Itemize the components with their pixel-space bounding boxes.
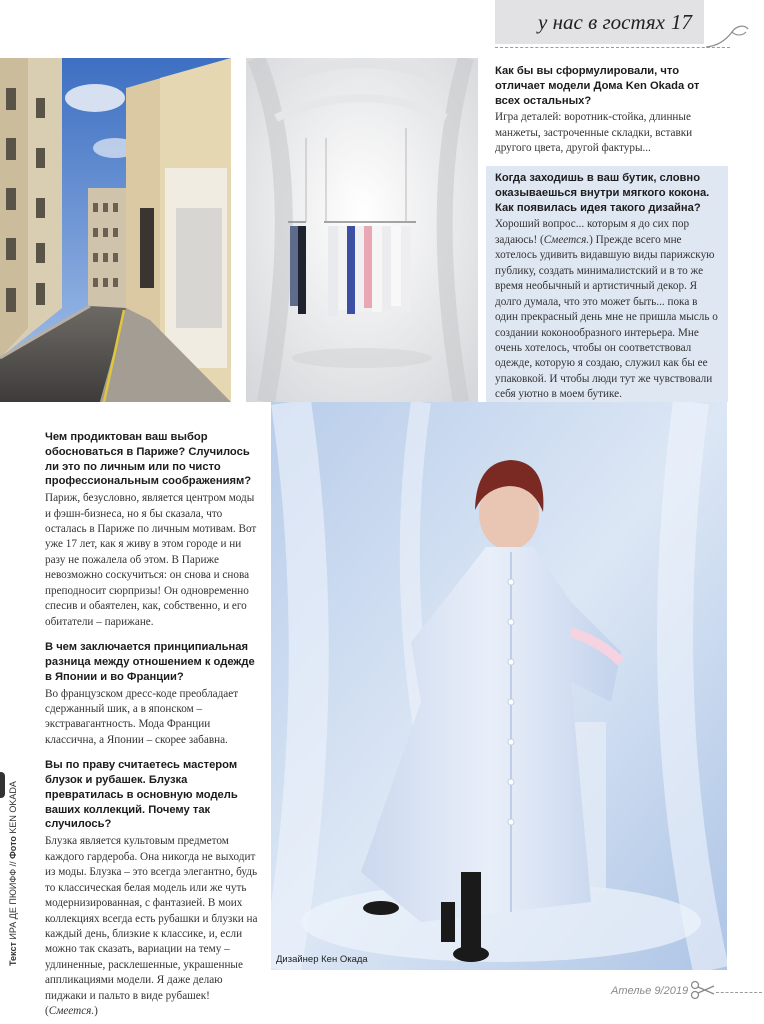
scissors-swirl-icon: [706, 20, 750, 52]
header-divider: [495, 47, 730, 48]
page-edge-marker: [0, 772, 5, 798]
footer-divider: [716, 992, 762, 993]
scissors-icon: [690, 979, 716, 1001]
article-credits: Текст ИРА ДЕ ПЮИФФ // Фото KEN OKADA: [8, 781, 18, 966]
answer-text: Блузка является культовым предметом каждого гардероба. Она никогда не выходит из моды. Блузка – это всегда элегантно, будь то классическая белая модель или же чуть модернизированная, с фантазией. В моих коллекциях всегда есть рубашки и блузки на каждый день, близкие к классике, и, если можно так сказать, вариации на тему – удлиненные, расклешенные, украшенные аппликациями модели. Я даже делаю пиджаки и пальто в виде рубашек! (Смеется.): [45, 835, 258, 1018]
left-column: [45, 430, 259, 1024]
question-text: Как бы вы сформулировали, что отличает модели Дома Ken Okada от всех остальных?: [495, 65, 700, 107]
page-number: 17: [671, 9, 692, 34]
answer-text: Игра деталей: воротник-стойка, длинные манжеты, застроченные складки, вставки другого цвета, другой фактуры...: [495, 111, 693, 155]
section-name: у нас в гостях: [538, 9, 665, 34]
question-text: В чем заключается принципиальная разница между отношением к одежде в Японии и во Франции?: [45, 641, 255, 683]
interview-section-blouses: [45, 758, 259, 1019]
boutique-interior-photo: [246, 58, 478, 402]
section-header: [495, 0, 704, 44]
photo-caption: Дизайнер Кен Окада: [276, 954, 368, 965]
question-text: Чем продиктован ваш выбор обосноваться в Париже? Случилось ли это по личным или по чисто профессиональным соображениям?: [45, 431, 252, 488]
designer-portrait-photo: [271, 402, 727, 970]
interview-section-difference: [495, 64, 723, 157]
answer-text: Париж, безусловно, является центром моды и фэшн-бизнеса, но я бы сказала, что осталась в Париже по личным мотивам. Вот уже 17 лет, как я живу в этом городе и ни разу не пожалела об этом. В Париже невозможно соскучиться: он снова и снова преподносит сюрпризы! Он одновременно спесив и обаятелен, как, собственно, и его обитатели – парижане.: [45, 492, 257, 628]
interview-section-japan-france: [45, 640, 259, 748]
answer-text: Во французском дресс-коде преобладает сдержанный шик, а в японском – экстравагантность. Мода Франции классична, а Японии – скорее забавна.: [45, 687, 239, 746]
question-text: Вы по праву считаетесь мастером блузок и рубашек. Блузка превратилась в основную модель ваших коллекций. Почему так случилось?: [45, 759, 238, 831]
answer-text: Хороший вопрос... которым я до сих пор задаюсь! (Смеется.) Прежде всего мне хотелось удивить видавшую виды парижскую публику, создать минималистский и в то же время необычный и артистичный декор. Я долго думала, что это может быть... пока в один прекрасный день мне не пришла мысль о создании коконообразного интерьера. Мне очень хотелось, чтобы он соответствовал одежде, которую я создаю, служил как бы ее упаковкой. И чтобы люди тут же чувствовали себя уютно в моем бутике.: [495, 218, 718, 401]
interview-section-paris: [45, 430, 259, 630]
question-text: Когда заходишь в ваш бутик, словно оказываешься внутри мягкого кокона. Как появилась идея такого дизайна?: [495, 172, 710, 214]
magazine-issue: Ателье 9/2019: [611, 985, 689, 997]
interview-section-boutique: [486, 166, 728, 402]
paris-street-photo: [0, 58, 231, 402]
section-title: [538, 10, 692, 35]
